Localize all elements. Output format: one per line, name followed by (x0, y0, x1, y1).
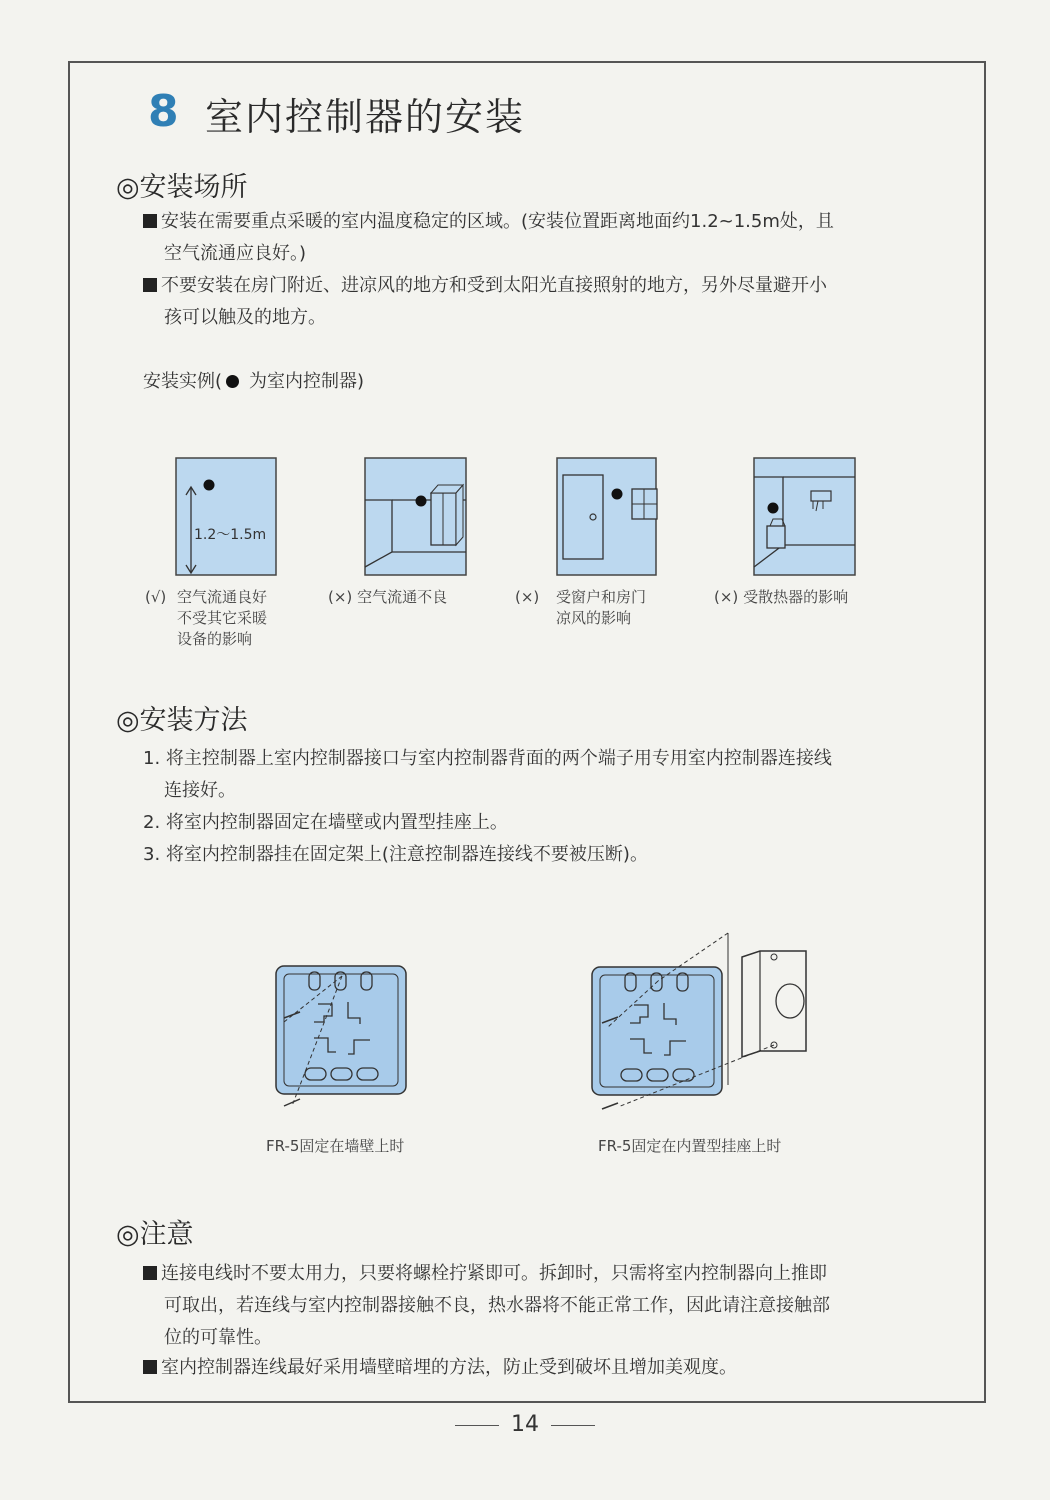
location-bullet-2: 不要安装在房门附近、进凉风的地方和受到太阳光直接照射的地方，另外尽量避开小 孩可以触及的地方。 (143, 270, 943, 334)
bullet-square-icon (143, 1266, 157, 1280)
figure-builtin-mount (578, 925, 818, 1125)
scene-radiator (753, 457, 857, 577)
method-step-3: 3. 将室内控制器挂在固定架上(注意控制器连接线不要被压断)。 (143, 844, 648, 865)
scene-caption-1: (√) 空气流通良好 不受其它采暖 设备的影响 (145, 588, 268, 648)
scene-caption-3: (×) 受窗户和房门 凉风的影响 (515, 588, 647, 627)
scene-caption-4: (×) 受散热器的影响 (714, 588, 849, 606)
figure-caption-wall: FR-5固定在墙壁上时 (266, 1137, 405, 1155)
bullet-square-icon (143, 278, 157, 292)
page-number-rule (551, 1425, 595, 1426)
section-heading-location: ◎安装场所 (116, 172, 248, 203)
bullet-square-icon (143, 214, 157, 228)
page-number-rule (455, 1425, 499, 1426)
method-step-1: 1. 将主控制器上室内控制器接口与室内控制器背面的两个端子用专用室内控制器连接线 连接好。 (143, 748, 832, 801)
chapter-number: 8 (148, 86, 179, 137)
figure-caption-builtin: FR-5固定在内置型挂座上时 (598, 1137, 782, 1155)
section-heading-notes: ◎注意 (116, 1219, 194, 1250)
location-bullet-1: 安装在需要重点采暖的室内温度稳定的区域。(安装位置距离地面约1.2~1.5m处，且 空气流通应良好。) (143, 206, 943, 270)
bullet-square-icon (143, 1360, 157, 1374)
scene-good-location (175, 457, 278, 577)
page-number: 14 (0, 1412, 1050, 1437)
controller-dot (768, 503, 779, 514)
height-label: 1.2～1.5m (194, 527, 267, 543)
scene-caption-2: (×) 空气流通不良 (328, 588, 448, 606)
notes-bullet-2: 室内控制器连线最好采用墙壁暗埋的方法，防止受到破坏且增加美观度。 (143, 1352, 943, 1384)
example-label: 安装实例( 为室内控制器) (143, 371, 365, 392)
controller-dot (416, 496, 427, 507)
scene-window-door (556, 457, 658, 577)
section-heading-method: ◎安装方法 (116, 705, 248, 736)
scene-poor-airflow (364, 457, 468, 577)
controller-dot (612, 489, 623, 500)
method-step-2: 2. 将室内控制器固定在墙壁或内置型挂座上。 (143, 812, 508, 833)
controller-dot (204, 480, 215, 491)
notes-bullet-1: 连接电线时不要太用力，只要将螺栓拧紧即可。拆卸时，只需将室内控制器向上推即 可取出，若连线与室内控制器接触不良，热水器将不能正常工作，因此请注意接触部 位的可靠性。 (143, 1258, 943, 1354)
figure-wall-mount (262, 960, 422, 1125)
chapter-title: 室内控制器的安装 (205, 95, 526, 139)
controller-dot-icon (226, 375, 239, 388)
